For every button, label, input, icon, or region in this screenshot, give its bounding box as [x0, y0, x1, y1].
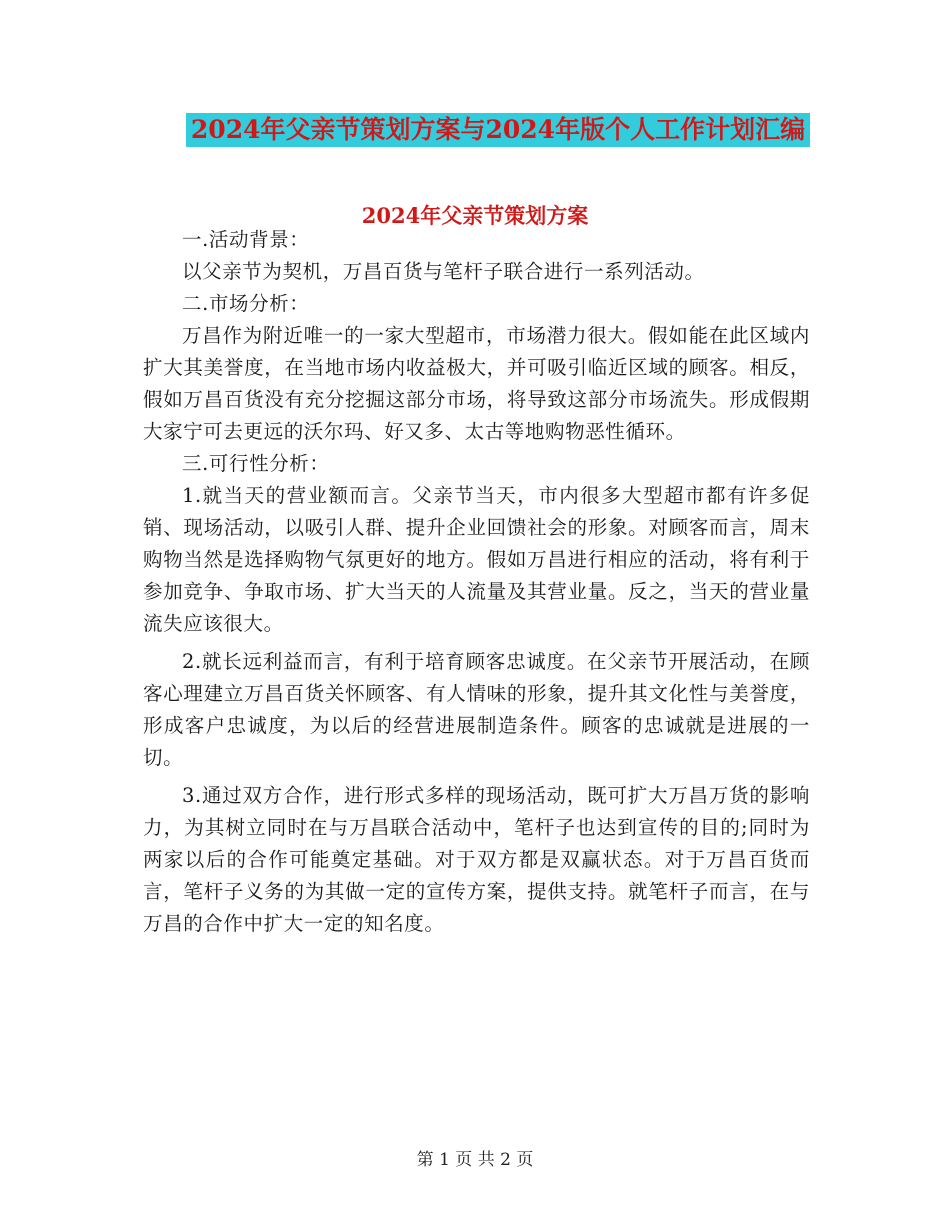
heading-market-analysis: 二.市场分析： [182, 292, 310, 315]
document-body [143, 224, 810, 940]
paragraph: 3.通过双方合作，进行形式多样的现场活动，既可扩大万昌万货的影响力，为其树立同时在与万昌联合活动中，笔杆子也达到宣传的目的;同时为两家以后的合作可能奠定基础。对于双方都是双赢状态。对于万昌百货而言，笔杆子义务的为其做一定的宣传方案，提供支持。就笔杆子而言，在与万昌的合作中扩大一定的知名度。 [143, 784, 810, 935]
page-number-footer: 第 1 页 共 2 页 [416, 1150, 534, 1170]
heading-feasibility: 三.可行性分析： [182, 452, 330, 475]
paragraph: 2.就长远利益而言，有利于培育顾客忠诚度。在父亲节开展活动，在顾客心理建立万昌百货关怀顾客、有人情味的形象，提升其文化性与美誉度，形成客户忠诚度，为以后的经营进展制造条件。顾客的忠诚就是进展的一切。 [143, 650, 810, 769]
document-title: 2024年父亲节策划方案与2024年版个人工作计划汇编 [186, 113, 810, 147]
heading-background: 一.活动背景： [182, 228, 310, 251]
section-title: 2024年父亲节策划方案 [361, 203, 589, 228]
paragraph: 1.就当天的营业额而言。父亲节当天，市内很多大型超市都有许多促销、现场活动，以吸引人群、提升企业回馈社会的形象。对顾客而言，周末购物当然是选择购物气氛更好的地方。假如万昌进行相应的活动，将有利于参加竞争、争取市场、扩大当天的人流量及其营业量。反之，当天的营业量流失应该很大。 [143, 484, 810, 635]
paragraph: 万昌作为附近唯一的一家大型超市，市场潜力很大。假如能在此区域内扩大其美誉度，在当地市场内收益极大，并可吸引临近区域的顾客。相反，假如万昌百货没有充分挖掘这部分市场，将导致这部分市场流失。形成假期大家宁可去更远的沃尔玛、好又多、太古等地购物恶性循环。 [143, 324, 810, 443]
paragraph: 以父亲节为契机，万昌百货与笔杆子联合进行一系列活动。 [182, 260, 705, 283]
